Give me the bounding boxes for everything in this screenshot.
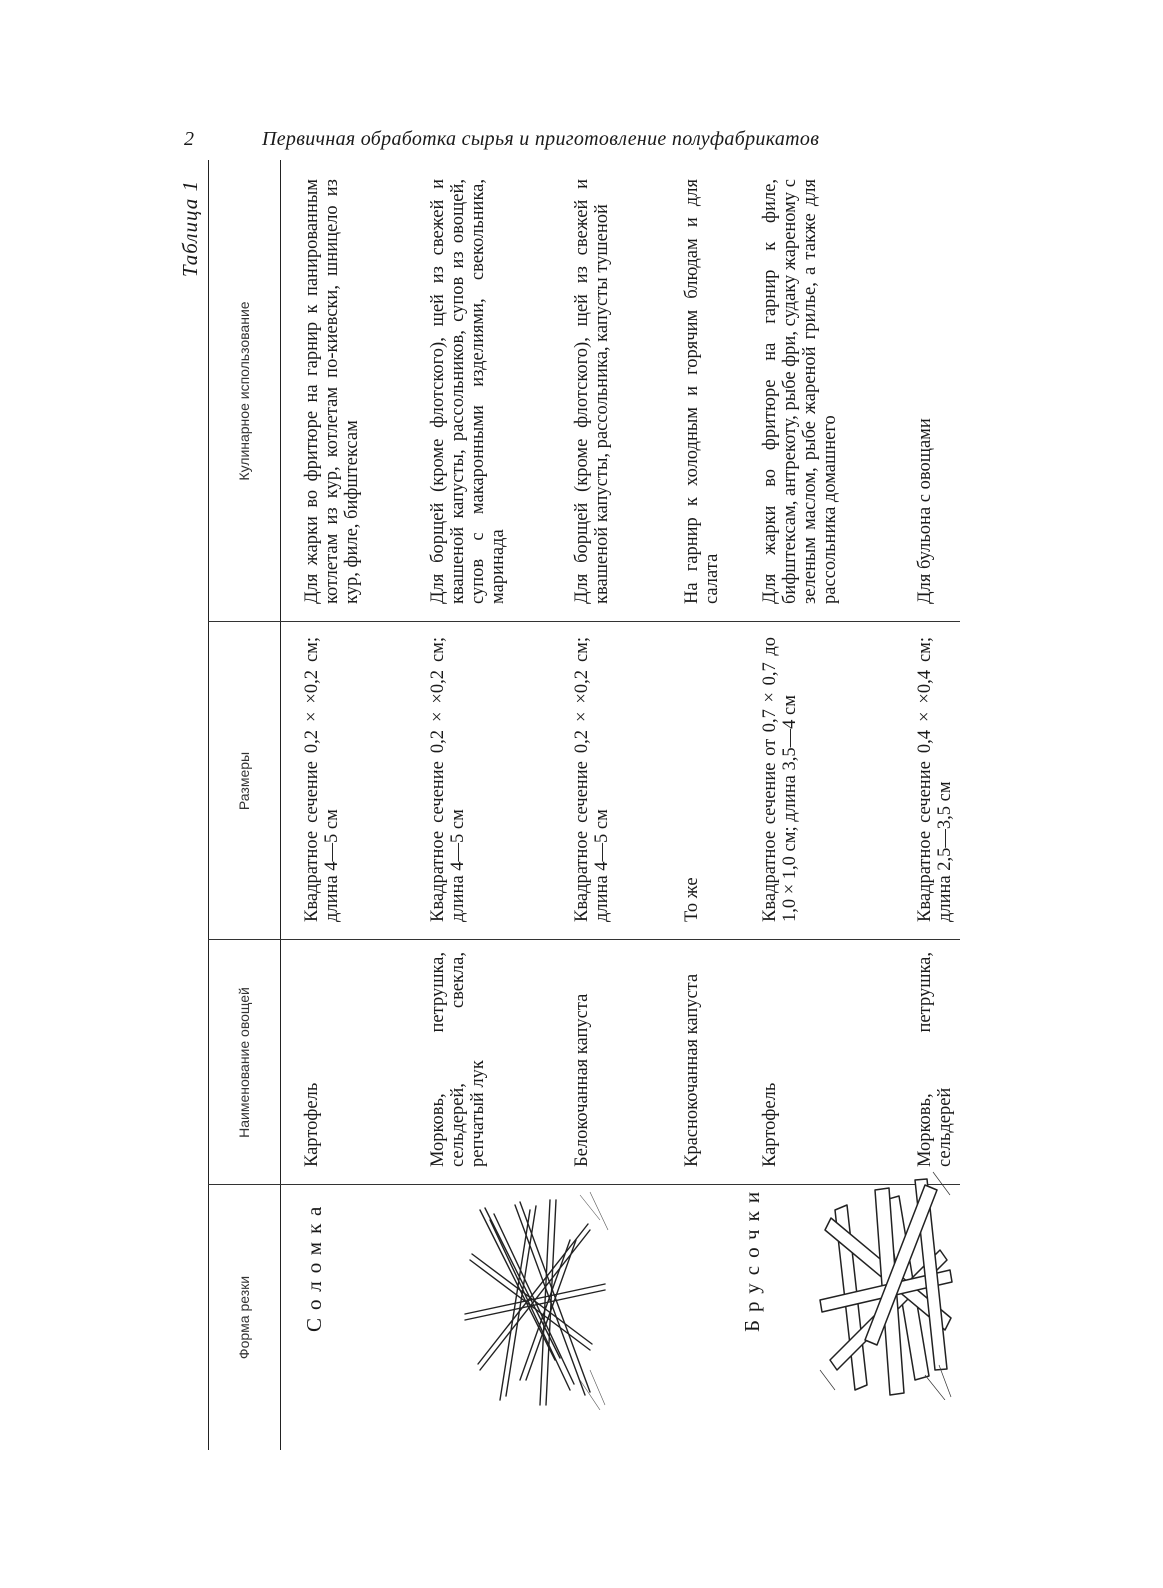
column-divider xyxy=(208,939,960,940)
running-head: Первичная обработка сырья и приготовление полуфабрикатов xyxy=(262,128,820,150)
form-label-solomka: Соломка xyxy=(302,1198,326,1332)
row-name: Картофель xyxy=(760,1082,780,1167)
row-usage: Для бульона с овощами xyxy=(915,418,935,604)
row-usage: Для борщей (кроме флотского), щей из свежей и квашеной капусты, рассольников, супов из овощей, супов с макаронными изделиями, свекольника, маринада xyxy=(428,179,508,604)
row-sizes: Квадратное сечение 0,2 × ×0,2 см; длина 4—5 см xyxy=(572,637,612,922)
row-sizes: Квадратное сечение от 0,7 × 0,7 до 1,0 × 1,0 см; длина 3,5—4 см xyxy=(760,637,800,922)
header-form: Форма резки xyxy=(236,1275,252,1360)
row-usage: На гарнир к холодным и горячим блюдам и для салата xyxy=(682,179,722,604)
header-sizes: Размеры xyxy=(236,751,252,811)
row-sizes: То же xyxy=(682,877,702,922)
page-number: 2 xyxy=(184,128,194,150)
row-name: Белокочанная капуста xyxy=(572,993,592,1167)
rotated-table xyxy=(178,160,960,1450)
row-sizes: Квадратное сечение 0,2 × ×0,2 см; длина 4—5 см xyxy=(302,637,342,922)
row-name: Краснокочанная капуста xyxy=(682,973,702,1167)
row-usage: Для жарки во фритюре на гарнир к панированным котлетам из кур, котлетам по-киевски, шницело из кур, филе, бифштексам xyxy=(302,179,362,604)
row-name: Картофель xyxy=(302,1082,322,1167)
row-sizes: Квадратное сечение 0,2 × ×0,2 см; длина 4—5 см xyxy=(428,637,468,922)
row-sizes: Квадратное сечение 0,4 × ×0,4 см; длина 2,5—3,5 см xyxy=(915,637,955,922)
table-caption: Таблица 1 xyxy=(178,180,202,278)
row-usage: Для борщей (кроме флотского), щей из свежей и квашеной капусты, рассольника, капусты тушеной xyxy=(572,179,612,604)
row-usage: Для жарки во фритюре на гарнир к филе, бифштексам, антрекоту, рыбе фри, судаку жареному с зеленым маслом, рыбе жареной грилье, а также для рассольника домашнего xyxy=(760,179,840,604)
batonnet-sticks-illustration xyxy=(815,1170,955,1400)
row-name: Морковь, петрушка, сельдерей xyxy=(915,952,955,1167)
table-header-row xyxy=(208,160,281,1450)
julienne-sticks-illustration xyxy=(460,1190,610,1410)
header-name: Наименование овощей xyxy=(236,987,252,1138)
row-name: Морковь, петрушка, сельдерей, свекла, репчатый лук xyxy=(428,952,488,1167)
header-usage: Кулинарное использование xyxy=(236,301,252,481)
form-label-brusochki: Брусочки xyxy=(740,1183,764,1332)
column-divider xyxy=(208,621,960,622)
